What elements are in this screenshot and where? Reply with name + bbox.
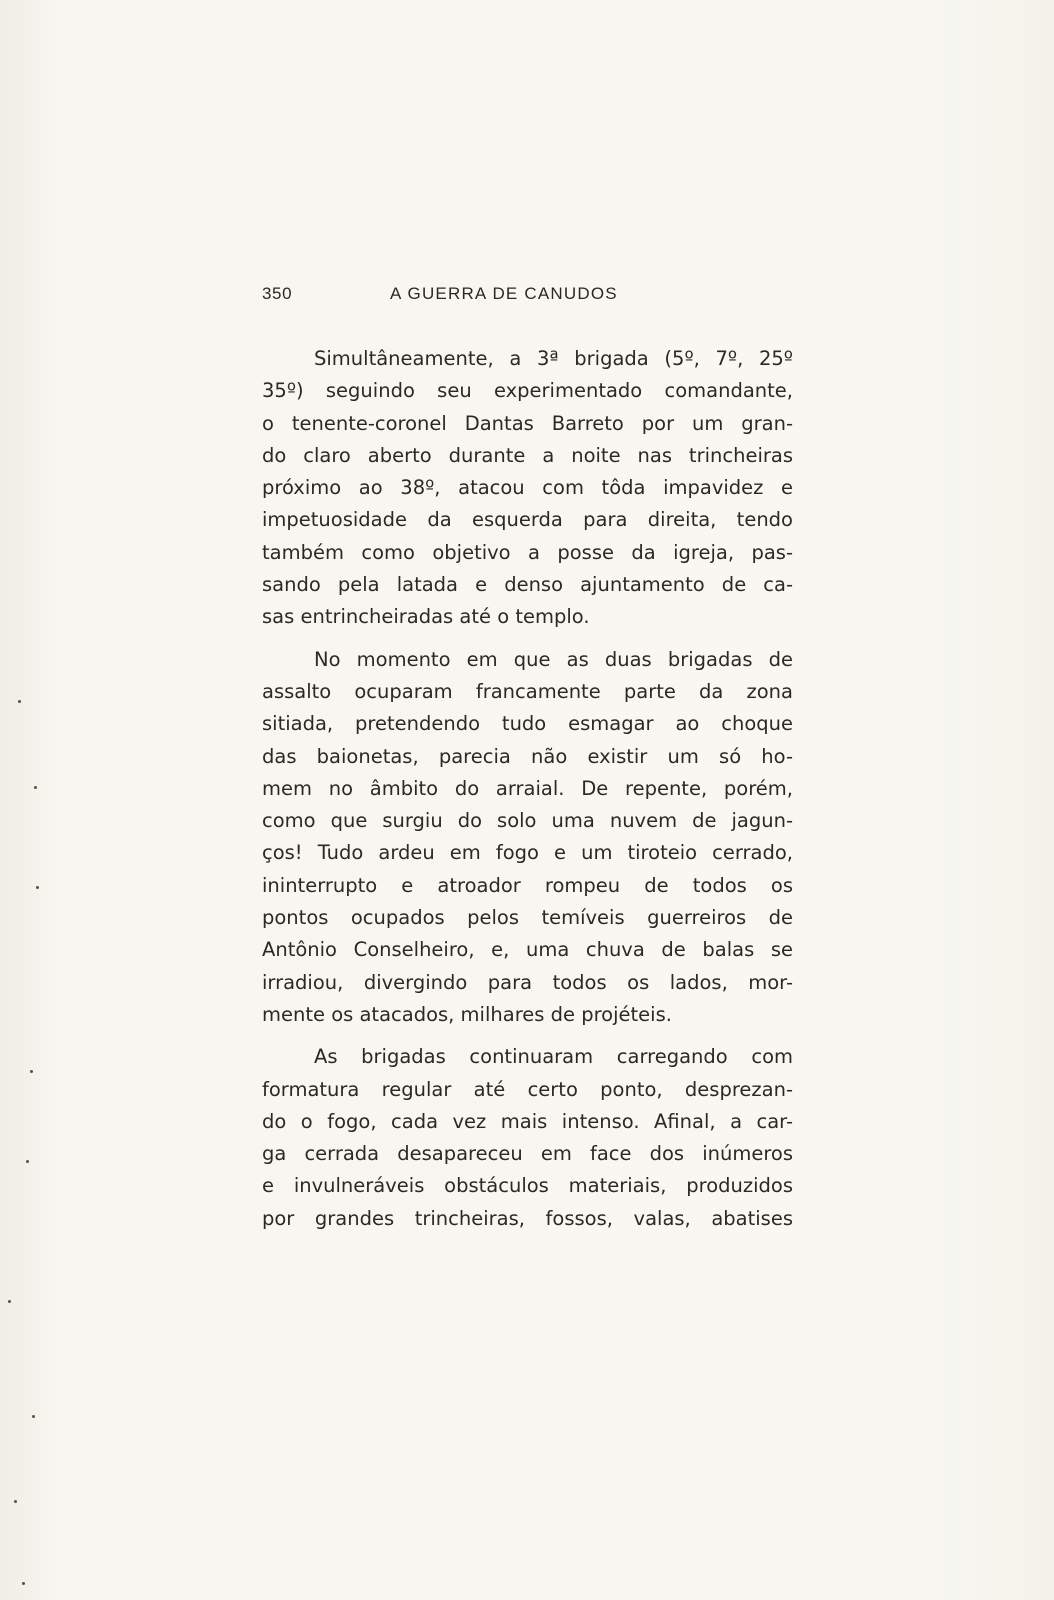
running-title: A GUERRA DE CANUDOS bbox=[390, 284, 618, 303]
text-line: próximo ao 38º, atacou com tôda impavidez e bbox=[262, 476, 793, 500]
paragraph-1 bbox=[262, 343, 793, 634]
paper-speck bbox=[22, 1582, 25, 1585]
page-number: 350 bbox=[262, 284, 293, 303]
paper-speck bbox=[34, 786, 37, 789]
paper-speck bbox=[36, 886, 39, 889]
text-line: Antônio Conselheiro, e, uma chuva de balas se bbox=[262, 938, 793, 962]
text-line: mem no âmbito do arraial. De repente, porém, bbox=[262, 776, 793, 800]
paper-speck bbox=[8, 1300, 11, 1303]
text-line: ininterrupto e atroador rompeu de todos os bbox=[262, 873, 793, 897]
text-line: também como objetivo a posse da igreja, pas- bbox=[262, 540, 793, 564]
text-line: ços! Tudo ardeu em fogo e um tiroteio cerrado, bbox=[262, 841, 793, 865]
paper-speck bbox=[14, 1500, 17, 1503]
paper-speck bbox=[18, 700, 21, 703]
text-line: ga cerrada desapareceu em face dos inúmeros bbox=[262, 1142, 793, 1166]
text-line: por grandes trincheiras, fossos, valas, abatises bbox=[262, 1206, 793, 1230]
paragraph-3 bbox=[262, 1041, 793, 1235]
paper-speck bbox=[30, 1070, 33, 1073]
text-line: sando pela latada e denso ajuntamento de ca- bbox=[262, 573, 793, 597]
text-line: pontos ocupados pelos temíveis guerreiros de bbox=[262, 906, 793, 930]
text-line: como que surgiu do solo uma nuvem de jagun- bbox=[262, 809, 793, 833]
text-line: 35º) seguindo seu experimentado comandante, bbox=[262, 379, 793, 403]
text-line: do claro aberto durante a noite nas trincheiras bbox=[262, 443, 793, 467]
text-line: do o fogo, cada vez mais intenso. Afinal, a car- bbox=[262, 1109, 793, 1133]
text-line: mente os atacados, milhares de projéteis. bbox=[262, 1002, 672, 1026]
text-line: No momento em que as duas brigadas de bbox=[314, 647, 793, 671]
text-line: e invulneráveis obstáculos materiais, produzidos bbox=[262, 1174, 793, 1198]
text-line: o tenente-coronel Dantas Barreto por um gran- bbox=[262, 411, 793, 435]
paper-speck bbox=[32, 1415, 35, 1418]
text-line: impetuosidade da esquerda para direita, tendo bbox=[262, 508, 793, 532]
text-line: das baionetas, parecia não existir um só ho- bbox=[262, 744, 793, 768]
paragraph-2 bbox=[262, 644, 793, 1032]
text-line: irradiou, divergindo para todos os lados, mor- bbox=[262, 970, 793, 994]
text-line: sitiada, pretendendo tudo esmagar ao choque bbox=[262, 712, 793, 736]
text-line: sas entrincheiradas até o templo. bbox=[262, 605, 590, 629]
text-line: As brigadas continuaram carregando com bbox=[314, 1045, 793, 1069]
paper-speck bbox=[26, 1160, 29, 1163]
text-line: Simultâneamente, a 3ª brigada (5º, 7º, 25º bbox=[314, 347, 793, 370]
text-line: assalto ocuparam francamente parte da zona bbox=[262, 679, 793, 703]
text-line: formatura regular até certo ponto, desprezan- bbox=[262, 1077, 793, 1101]
body-text bbox=[262, 343, 793, 1245]
